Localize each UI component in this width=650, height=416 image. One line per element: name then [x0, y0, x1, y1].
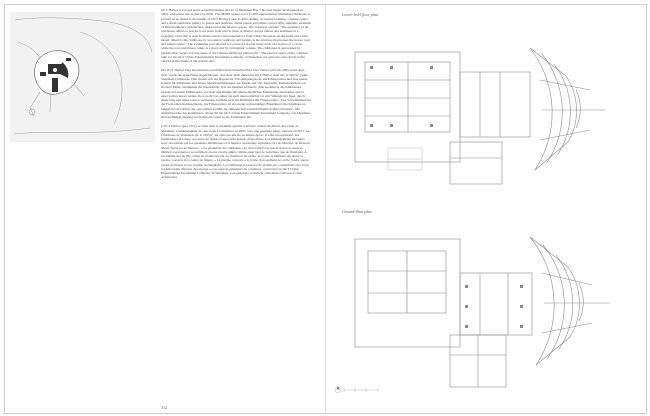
- ground-floor-plan: [330, 215, 630, 397]
- paragraph-english: OCT Harbor is located in the seventh business district of Shenzhen Bay. This area began development in 2005, with phase one in place by 2010. The 38,663 square-foot (11,000 square-metre) Shenzhen Clubhouse is located on an island to the middle of OCT Harbor Lake. It offers dining, recreation facilities, a fitness centre and a small exhibition gallery to guests and residents. Metal panels and ample curved light, signature elements of Richard Meier's architecture, characterise the interior spaces. The architects explain: "The geometry of the clubhouse reflects a precise focal point from which, three of distinct spaces radiate and terminate in a sweeping curve that is seen from the exterior and experienced from within the space. At the south end of the island, linked to the clubhouse by an outdoor walkway and garden, is the structure that houses the indoor pool and fitness centre." The swimming pool allotted to is resolved in plan in the form of a section of a circle, while the pool and fitness centre is a more strictly rectangular volume. The clubhouse is surrounded by gardens that "create a strong sense of the Chinese landscape philosophy." The exterior space of the complex, built for the OCT Urban Entertainment Investment Company of Shenzhen, are generous and clearly invite visitors in the theme of the architecture.: [161, 8, 311, 63]
- page-number: 312: [161, 405, 167, 410]
- floor-plan-drawing-upper: [330, 20, 630, 202]
- scale-bar: [344, 388, 378, 392]
- lower-level-floor-plan: [330, 20, 630, 202]
- gutter: [325, 5, 326, 413]
- body-text-column: [161, 8, 311, 185]
- paragraph-german: Der OCT Harbor liegt im zentralen Geschäftsviertel Shenzhen Bay. Das Viertel wird seit 2005 entwickelt, 2011 wurde die erste Phase abgeschlossen. Auf einer Insel mitten im OCT Harbor steht das 11.000 m² große Shenzhen Clubhouse. Hier finden sich ein Restaurant, Erholungsangebote, ein Fitnesscenter und eine kleine Galerie für Mitglieder und Gäste. Metallverkleidungen aus Metall und viel Tageslicht, Markenzeichen von Richard Meier, bestimmen die Innenräume. Wie Architekten erläutern: „Die Geometrie des Klubhauses besteht auf einem Mittelpunkt, von dem drei Räume mit unterschiedlichen Funktionen ausstrahlen und in einer weiten Kurve enden, die sowohl von außen als auch innen erlebbar ist. Am Südende der Insel, durch einen Weg und einen Garten verbunden, befindet sich das Hallenbad mit Fitnesscenter.“ Das Schwimmbad hat die Form eines Kreissegments, das Fitnesscenter ist ein streng rechtwinkliger Baukörper. Das Klubhaus ist umgeben von Gärten, die „ein starkes Gefühl der chinesischen Landschaftsphilosophie erzeugen“. Die Außenbereiche des Komplexes, erbaut für die OCT Urban Entertainment Investment Company von Shenzhen, sind großzügig angelegt und laden die Gäste in die Architektur ein.: [161, 68, 311, 119]
- caption-ground-plan: Ground-floor plan: [342, 209, 372, 214]
- floor-plan-drawing-ground: [330, 215, 630, 397]
- site-plan-panel: [10, 12, 155, 142]
- north-arrow-icon: [335, 386, 341, 393]
- paragraph-french: L'OCT Harbor (port OCT) se situe dans le septième quartier d'affaires central du district de la baie de Shenzhen. L'aménagement de cette zone a commencé en 2005, avec une première phase achevée en 2011. Le Clubhouse de Shenzhen, de 11 000 m², est situé sur une île au milieu du lac. Il offre un restaurant, des installations de loisirs, un centre de fitness et une petite galerie d'exposition. Les aménagements intérieurs sont caractérisés par les panneaux métalliques et la lumière abondante, signatures de l'architecture de Richard Meier. Selon les architectes : « La géométrie du Clubhouse part d'un point focal précis d'où trois espaces distincts rayonnent et se terminent en une courbe ample visible aussi bien de l'extérieur que de l'intérieur. À l'extrémité sud de l'île, reliée au Clubhouse par un chemin et un jardin, se trouve le bâtiment qui abrite la piscine couverte et le centre de fitness. » La piscine couverte a la forme d'un segment de cercle, tandis que le centre de fitness est un volume rectangulaire. Le Clubhouse est entouré de jardins qui « expriment avec force la philosophie chinoise du paysage ». Les espaces extérieurs du complexe, construit pour OCT Urban Entertainment Investment Company de Shenzhen, sont généreux et invitent clairement à découvrir cette architecture.: [161, 124, 310, 180]
- caption-upper-plan: Lower-level floor plan: [342, 12, 378, 17]
- site-plan-drawing: [10, 12, 155, 142]
